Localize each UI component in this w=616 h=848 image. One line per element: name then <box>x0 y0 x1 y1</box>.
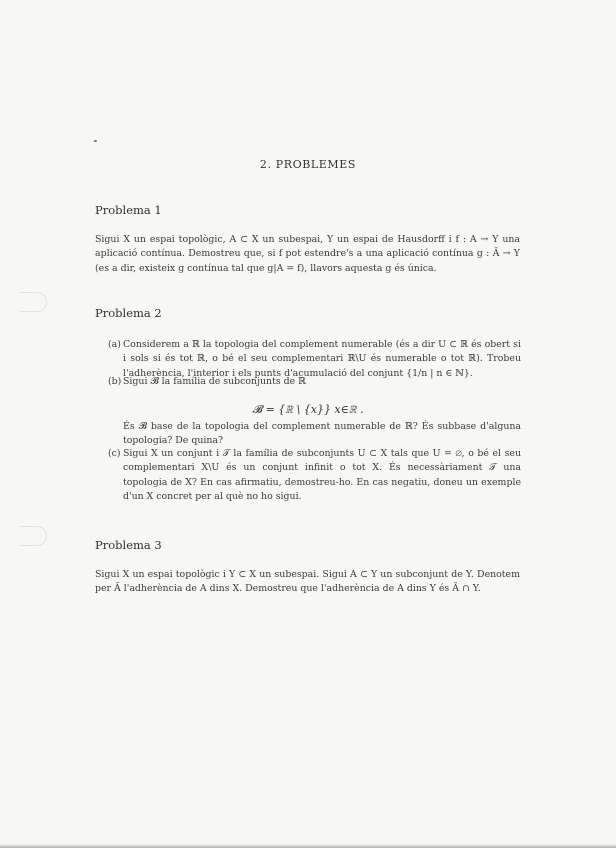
problem-1-heading: Problema 1 <box>95 203 162 217</box>
problem-2-heading: Problema 2 <box>95 306 162 320</box>
problem-3-heading: Problema 3 <box>95 538 162 552</box>
problem-2-part-b <box>108 375 521 389</box>
part-a-marker: (a) <box>108 339 121 350</box>
punch-hole-lower <box>20 526 47 546</box>
part-a-text: Considerem a ℝ la topologia del complement numerable (és a dir U ⊂ ℝ és obert si i sols si és tot ℝ, o bé el seu complementari ℝ\U és numerable o tot ℝ). Trobeu l'adherència, l'interior i els punts d'acumulació del conjunt {1/n | n ∈ ℕ}. <box>123 339 521 379</box>
part-b-question: És 𝓑 base de la topologia del complement numerable de ℝ? És subbase d'alguna topologia? De quina? <box>123 421 521 447</box>
chapter-title: 2. PROBLEMES <box>259 158 357 171</box>
part-b-formula: 𝓑 = {ℝ \ {x}} x∈ℝ . <box>252 403 364 416</box>
problem-1-statement: Sigui X un espai topològic, A ⊂ X un subespai, Y un espai de Hausdorff i f : A → Y una aplicació contínua. Demostreu que, si f pot estendre's a una aplicació contínua g : Ā → Y (es a dir, existeix g contínua tal que g|A = f), llavors aquesta g és única. <box>95 234 520 274</box>
punch-hole-upper <box>20 292 47 312</box>
problem-2-part-b-continuation <box>108 420 521 449</box>
problem-2-part-c <box>108 447 521 504</box>
scan-bottom-edge <box>0 844 616 848</box>
part-c-text: Sigui X un conjunt i 𝒯 la família de subconjunts U ⊂ X tals que U = ∅, o bé el seu complementari X\U és un conjunt infinit o tot X. És necessàriament 𝒯 una topologia de X? En cas afirmatiu, demostreu-ho. En cas negatiu, doneu un exemple d'un X concret per al què no ho sigui. <box>123 448 521 502</box>
problem-3-statement: Sigui X un espai topològic i Y ⊂ X un subespai. Sigui A ⊂ Y un subconjunt de Y. Denotem per Ā l'adherència de A dins X. Demostreu que l'adherència de A dins Y és Ā ∩ Y. <box>95 569 520 595</box>
part-c-marker: (c) <box>108 448 121 459</box>
scan-speck <box>94 140 97 142</box>
part-b-text: Sigui 𝓑 la família de subconjunts de ℝ <box>123 376 306 387</box>
part-b-marker: (b) <box>108 376 122 387</box>
